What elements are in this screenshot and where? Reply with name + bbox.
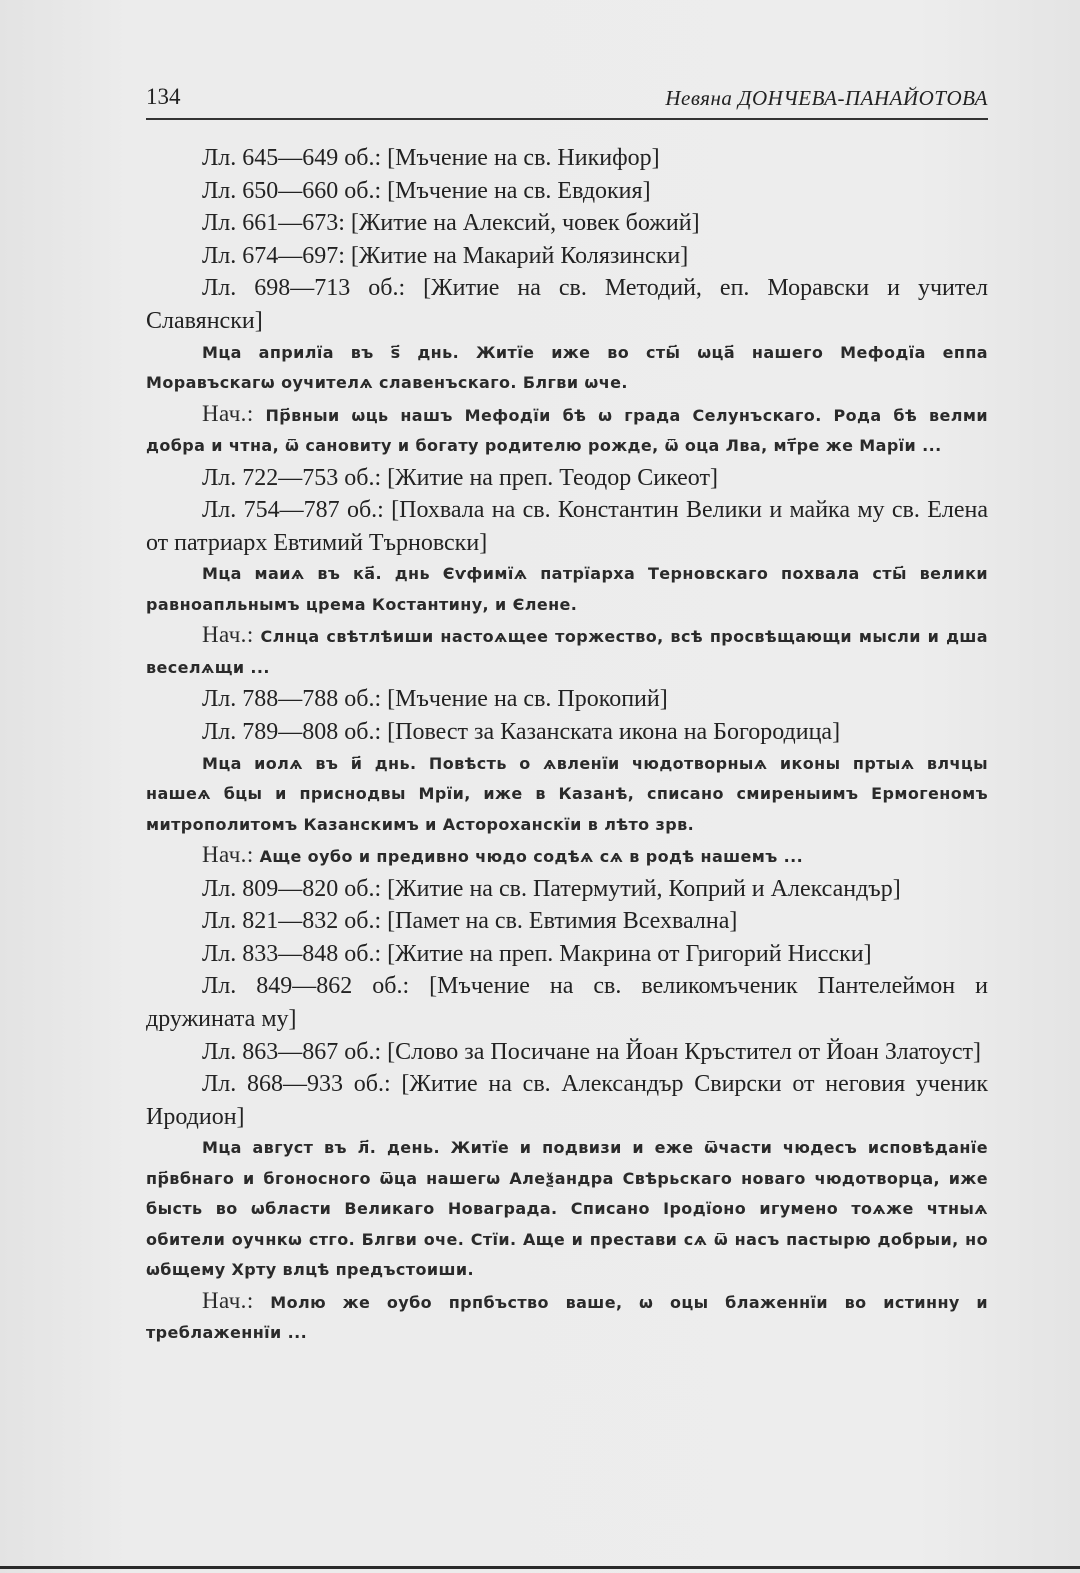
church-slavonic-incipit (146, 620, 988, 683)
entry-line: Лл. 789—808 об.: [Повест за Казанската икона на Богородица] (202, 718, 841, 745)
church-slavonic-incipit (146, 840, 988, 873)
incipit-label: Нач.: (202, 842, 254, 868)
entry-line: Лл. 868—933 об.: [Житие на св. Александър Свирски от неговия ученик Иродион] (146, 1071, 988, 1130)
body-text (146, 142, 988, 1349)
entry-line: Лл. 833—848 об.: [Житие на преп. Макрина от Григорий Нисски] (202, 940, 872, 967)
incipit-label: Нач.: (202, 1287, 254, 1313)
entry-line: Лл. 863—867 об.: [Слово за Посичане на Йоан Кръстител от Йоан Златоуст] (202, 1038, 982, 1065)
incipit-label: Нач.: (202, 622, 254, 648)
church-slavonic-title: Мца иолѧ въ и҃ днь. Повѣсть о ѧвленїи чюдотворныѧ иконы пртыѧ влчцы нашеѧ бцы и приснодвы Мрїи, иже в Казанѣ, списано смиреныимъ Ермогеномъ митрополитомъ Казанскимъ и Астороханскїи в лѣто зрв. (146, 753, 988, 834)
entry-line: Лл. 849—862 об.: [Мъчение на св. великомъченик Пантелеймон и дружината му] (146, 973, 988, 1032)
entry-line: Лл. 674—697: [Житие на Макарий Колязински] (202, 242, 689, 269)
church-slavonic-incipit (146, 399, 988, 462)
entry-line: Лл. 650—660 об.: [Мъчение на св. Евдокия] (202, 177, 651, 204)
incipit-text: Слнца свѣтлѣиши настоѧщее торжество, всѣ просвѣщающи мысли и дша веселѧщи ... (146, 627, 988, 677)
incipit-label: Нач.: (202, 400, 254, 426)
church-slavonic-incipit (146, 1286, 988, 1349)
entry-line: Лл. 788—788 об.: [Мъчение на св. Прокопий] (202, 686, 668, 713)
entry-line: Лл. 722—753 об.: [Житие на преп. Теодор Сикеот] (202, 464, 718, 491)
incipit-text: Аще оубо и предивно чюдо содѣѧ сѧ в родѣ нашемъ ... (259, 847, 804, 867)
incipit-text: Пр҃вныи ѡць нашъ Мефодїи бѣ ѡ града Селунъскаго. Рода бѣ велми добра и чтна, ѿ сановиту и богату родителю рожде, ѿ оца Лва, мт҃ре же Марїи ... (146, 405, 988, 456)
running-head-author: Невяна ДОНЧЕВА-ПАНАЙОТОВА (665, 86, 988, 110)
church-slavonic-title: Мца август въ л҃. день. Житїе и подвизи и еже ѿчасти чюдесъ исповѣданїе пр҃вбнаго и бгоносного ѿца нашегѡ Алеѯандра Свѣрьскаго новаго чюдотворца, иже бысть во ѡбласти Великаго Новаграда. Списано Іродїоно игумено тоѧже чтныѧ обители оучнкѡ стго. Блгви оче. Стїи. Аще и престави сѧ ѿ насъ пастырю добрыи, но ѡбщему Хрту влцѣ предъстоиши. (146, 1138, 988, 1280)
church-slavonic-title: Мца маиѧ въ ка҃. днь Єѵфимїѧ патрїарха Терновскаго похвала сты҃ велики равноапльнымъ црема Костантину, и Єлене. (146, 564, 988, 614)
entry-line: Лл. 645—649 об.: [Мъчение на св. Никифор] (202, 145, 660, 171)
incipit-text: Молю же оубо прпбъство ваше, ѡ оцы блаженнїи во истинну и треблаженнїи ... (146, 1292, 988, 1343)
entry-line: Лл. 809—820 об.: [Житие на св. Патермутий, Коприй и Александър] (202, 875, 901, 902)
entry-line: Лл. 754—787 об.: [Похвала на св. Константин Велики и майка му св. Елена от патриарх Евтимий Търновски] (146, 497, 988, 556)
entry-line: Лл. 698—713 об.: [Житие на св. Методий, еп. Моравски и учител Славянски] (146, 275, 988, 334)
entry-line: Лл. 661—673: [Житие на Алексий, човек божий] (202, 210, 700, 237)
page-number: 134 (146, 84, 181, 109)
running-header (146, 84, 988, 120)
church-slavonic-title: Мца априлїа въ ѕ҃ днь. Житїе иже во сты҃ ѡца҃ нашего Мефодїа еппа Моравъскагѡ оучителѧ славенъскаго. Блгви ѡче. (146, 342, 988, 393)
scan-bottom-edge (0, 1566, 1080, 1569)
entry-line: Лл. 821—832 об.: [Памет на св. Евтимия Всехвална] (202, 908, 738, 935)
